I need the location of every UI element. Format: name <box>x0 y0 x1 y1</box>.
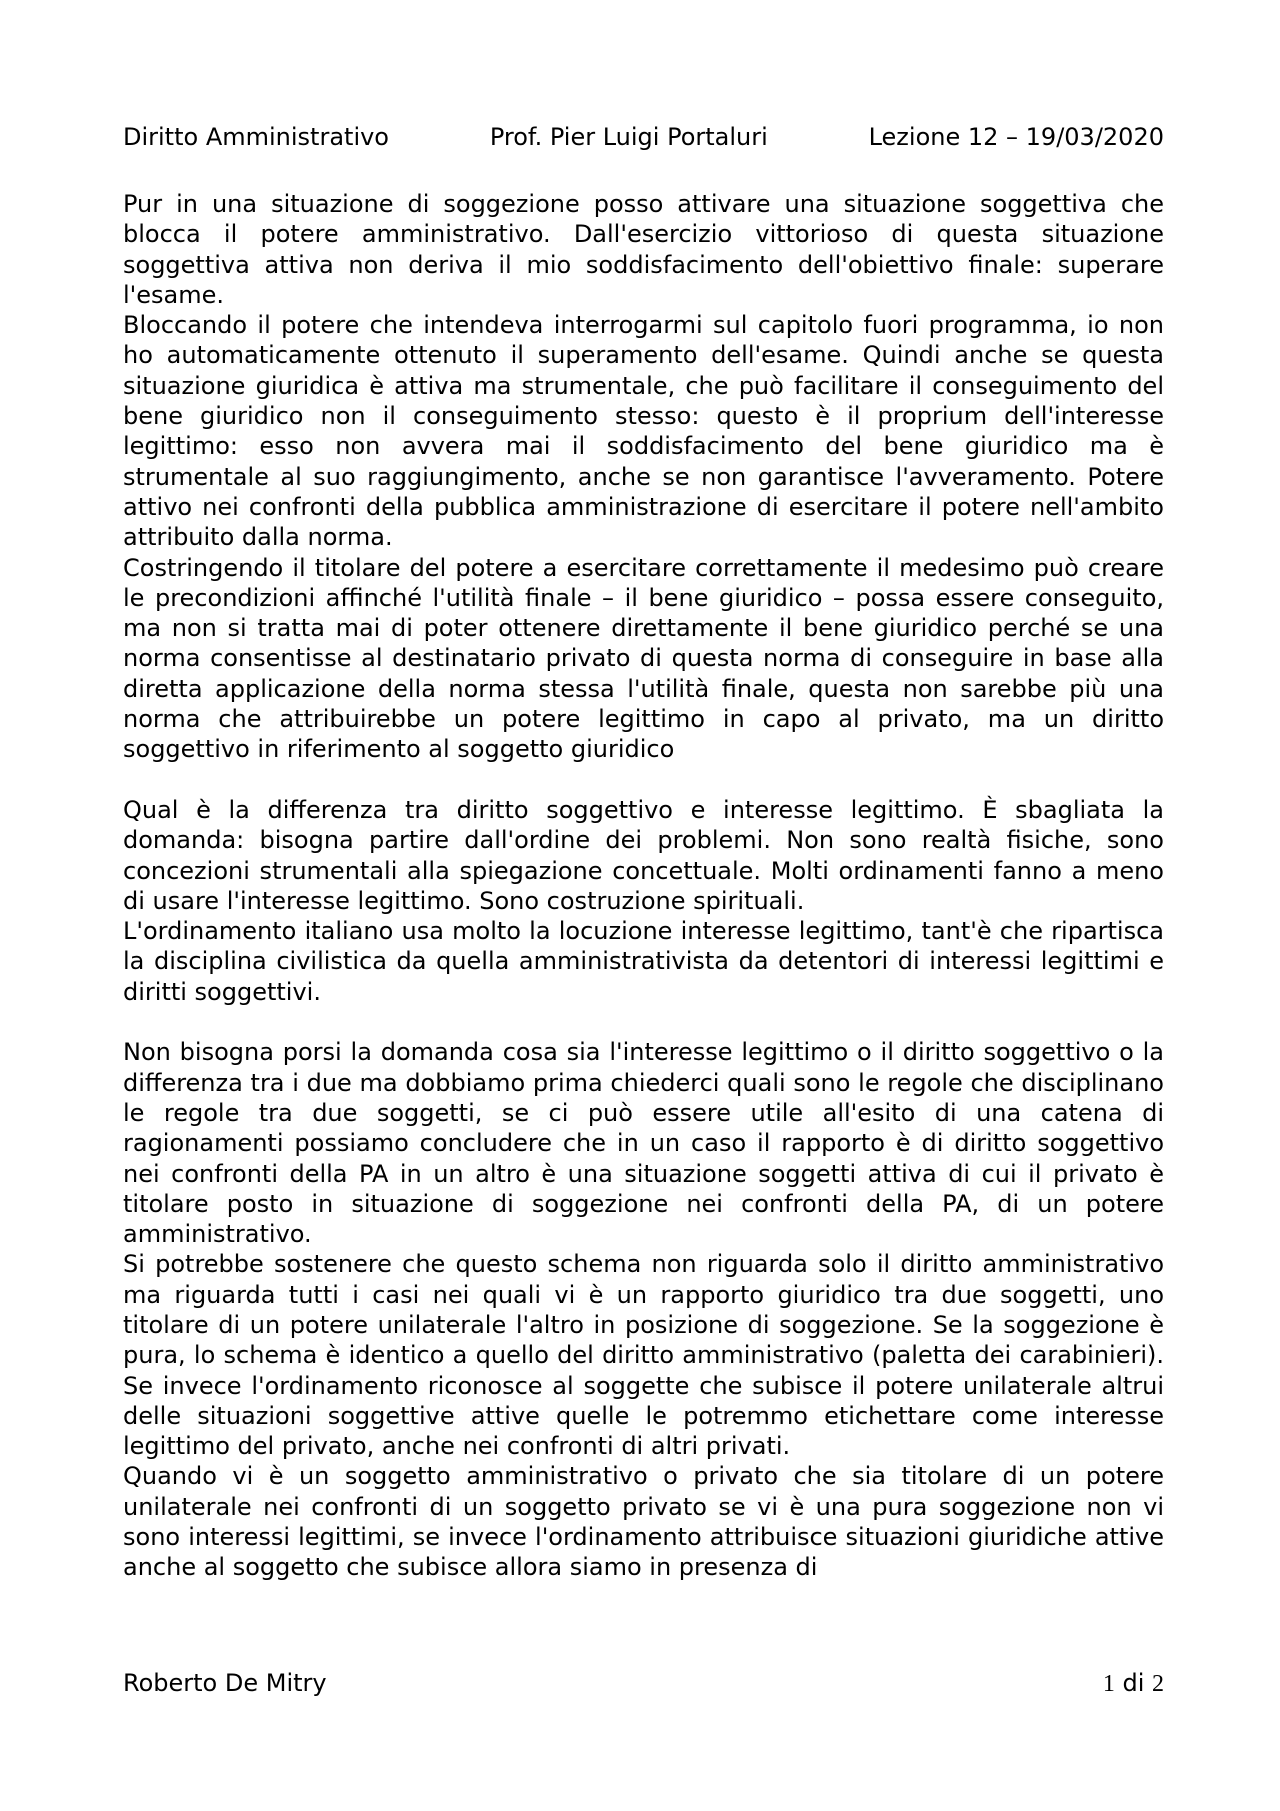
course-title: Diritto Amministrativo <box>123 123 389 151</box>
page-total: 2 <box>1152 1671 1164 1697</box>
paragraph: Bloccando il potere che intendeva interrogarmi sul capitolo fuori programma, io non ho automaticamente ottenuto il superamento dell'esame. Quindi anche se questa situazione giuridica è attiva ma strumentale, che può facilitare il conseguimento del bene giuridico non il conseguimento stesso: questo è il proprium dell'interesse legittimo: esso non avvera mai il soddisfacimento del bene giuridico ma è strumentale al suo raggiungimento, anche se non garantisce l'avveramento. Potere attivo nei confronti della pubblica amministrazione di esercitare il potere nell'ambito attribuito dalla norma. <box>123 311 1164 552</box>
page-of-label: di <box>1122 1669 1145 1697</box>
page-header <box>123 122 1164 152</box>
professor-name: Prof. Pier Luigi Portaluri <box>489 123 768 151</box>
page-current: 1 <box>1102 1671 1115 1697</box>
paragraph: Qual è la differenza tra diritto soggettivo e interesse legittimo. È sbagliata la domanda: bisogna partire dall'ordine dei problemi. Non sono realtà fisiche, sono concezioni strumentali alla spiegazione concettuale. Molti ordinamenti fanno a meno di usare l'interesse legittimo. Sono costruzione spirituali. <box>123 795 1164 915</box>
paragraph: Pur in una situazione di soggezione posso attivare una situazione soggettiva che blocca il potere amministrativo. Dall'esercizio vittorioso di questa situazione soggettiva attiva non deriva il mio soddisfacimento dell'obiettivo finale: superare l'esame. <box>123 190 1164 309</box>
paragraph: Costringendo il titolare del potere a esercitare correttamente il medesimo può creare le precondizioni affinché l'utilità finale – il bene giuridico – possa essere conseguito, ma non si tratta mai di poter ottenere direttamente il bene giuridico perché se una norma consentisse al destinatario privato di questa norma di conseguire in base alla diretta applicazione della norma stessa l'utilità finale, questa non sarebbe più una norma che attribuirebbe un potere legittimo in capo al privato, ma un diritto soggettivo in riferimento al soggetto giuridico <box>123 553 1164 764</box>
lesson-info: Lezione 12 – 19/03/2020 <box>868 123 1164 151</box>
paragraph: Quando vi è un soggetto amministrativo o privato che sia titolare di un potere unilaterale nei confronti di un soggetto privato se vi è una pura soggezione non vi sono interessi legittimi, se invece l'ordinamento attribuisce situazioni giuridiche attive anche al soggetto che subisce allora siamo in presenza di <box>123 1462 1164 1582</box>
document-body <box>123 189 1164 1583</box>
paragraph: Si potrebbe sostenere che questo schema non riguarda solo il diritto amministrativo ma riguarda tutti i casi nei quali vi è un rapporto giuridico tra due soggetti, uno titolare di un potere unilaterale l'altro in posizione di soggezione. Se la soggezione è pura, lo schema è identico a quello del diritto amministrativo (paletta dei carabinieri). Se invece l'ordinamento riconosce al soggette che subisce il potere unilaterale altrui delle situazioni soggettive attive quelle le potremmo etichettare come interesse legittimo del privato, anche nei confronti di altri privati. <box>123 1250 1164 1461</box>
page-footer <box>123 1668 1164 1699</box>
page-number <box>1103 1668 1164 1699</box>
paragraph: Non bisogna porsi la domanda cosa sia l'interesse legittimo o il diritto soggettivo o la differenza tra i due ma dobbiamo prima chiederci quali sono le regole che disciplinano le regole tra due soggetti, se ci può essere utile all'esito di una catena di ragionamenti possiamo concludere che in un caso il rapporto è di diritto soggettivo nei confronti della PA in un altro è una situazione soggetti attiva di cui il privato è titolare posto in situazione di soggezione nei confronti della PA, di un potere amministrativo. <box>123 1038 1164 1249</box>
author-name: Roberto De Mitry <box>123 1669 327 1697</box>
paragraph: L'ordinamento italiano usa molto la locuzione interesse legittimo, tant'è che ripartisca la disciplina civilistica da quella amministrativista da detentori di interessi legittimi e diritti soggettivi. <box>123 917 1164 1006</box>
